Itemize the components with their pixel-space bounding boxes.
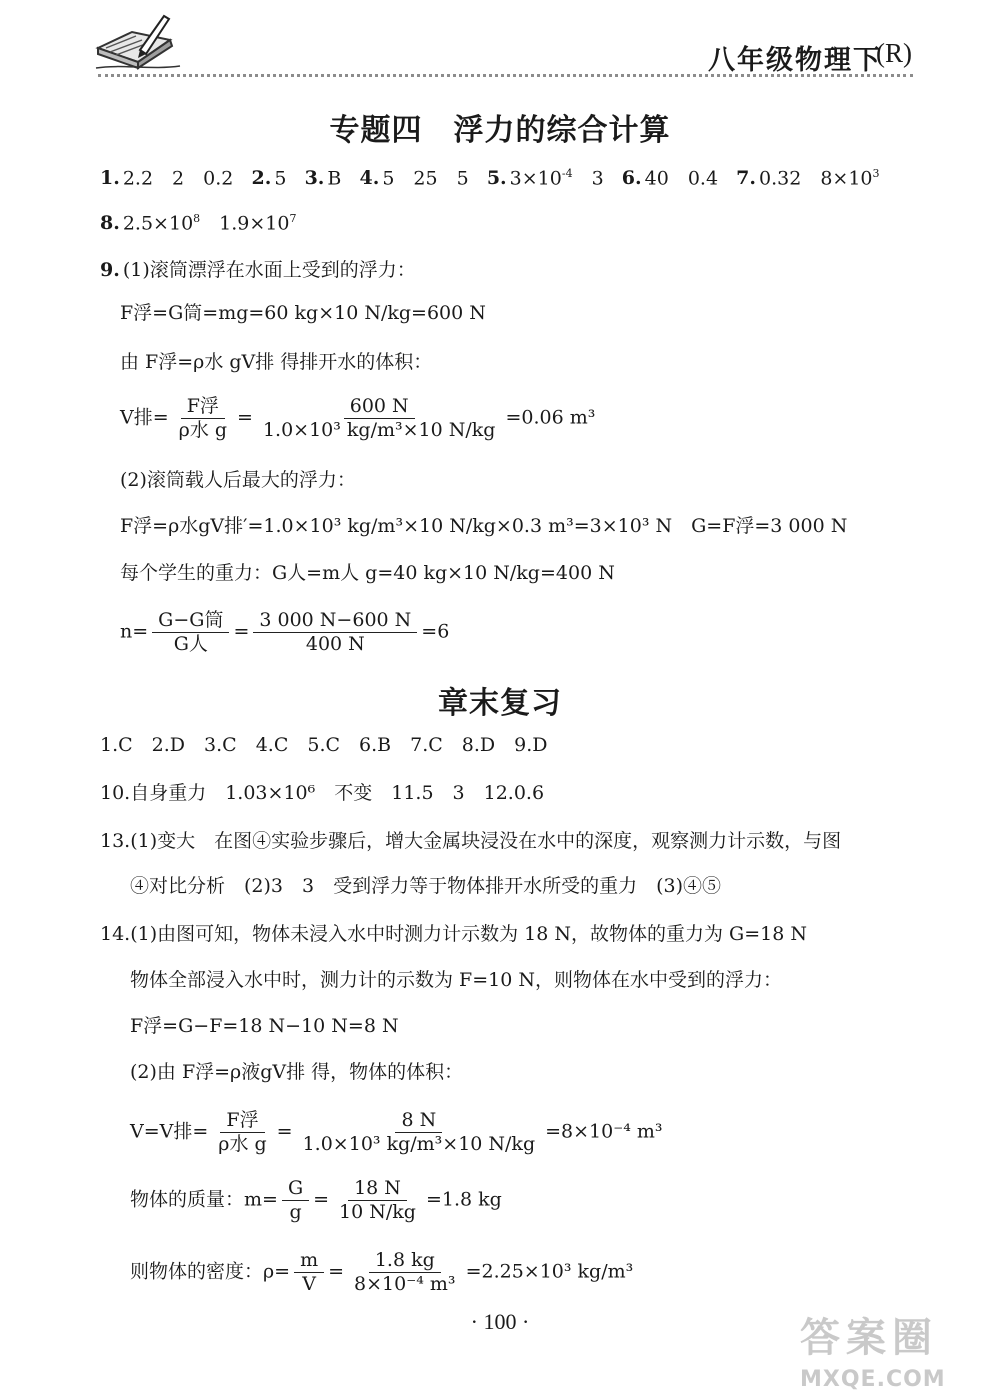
numerator: G−G筒 [152, 610, 229, 633]
fraction [333, 1178, 422, 1223]
rhs: =6 [421, 620, 450, 643]
rhs: =0.06 m³ [505, 406, 596, 429]
denominator: ρ水 g [178, 419, 228, 441]
fraction [282, 1178, 309, 1223]
rhs: =8×10⁻⁴ m³ [545, 1120, 663, 1143]
denominator: 10 N/kg [339, 1201, 416, 1223]
answer-8: 2.5×10 [122, 212, 194, 235]
numerator: F浮 [181, 396, 225, 419]
question-number: 9. [100, 259, 120, 281]
review-q14-line1: 14.(1)由图可知，物体未浸入水中时测力计示数为 18 N，故物体的重力为 G=18 N [100, 923, 807, 945]
lhs: 则物体的密度：ρ= [130, 1260, 291, 1283]
review-q13-line1: 13.(1)变大 在图④实验步骤后，增大金属块浸没在水中的深度，观察测力计示数，与图 [100, 830, 842, 852]
fraction [257, 396, 502, 441]
answer-2: 5 [274, 167, 287, 190]
exponent: 3 [872, 167, 880, 180]
numerator: 600 N [344, 396, 415, 419]
q9-part2-intro: (2)滚筒载人后最大的浮力： [120, 469, 356, 491]
answer-3: B [327, 167, 342, 190]
review-q14-line3: F浮=G−F=18 N−10 N=8 N [130, 1015, 399, 1037]
lhs: V排= [120, 406, 169, 429]
question-number: 2. [251, 167, 272, 190]
review-answers-10-12: 10.自身重力 1.03×10⁶ 不变 11.5 3 12.0.6 [100, 782, 545, 804]
question-number: 4. [359, 167, 380, 190]
answer-4: 5 25 5 [382, 167, 469, 190]
lhs: V=V排= [130, 1120, 209, 1143]
denominator: 400 N [305, 633, 365, 655]
fraction [212, 1110, 272, 1155]
review-q13-line2: ④对比分析 (2)3 3 受到浮力等于物体排开水所受的重力 (3)④⑤ [130, 875, 722, 897]
denominator: 1.0×10³ kg/m³×10 N/kg [302, 1133, 536, 1155]
answer-6: 40 0.4 [644, 167, 719, 190]
review-answers-1-9: 1.C 2.D 3.C 4.C 5.C 6.B 7.C 8.D 9.D [100, 734, 548, 756]
answer-line-8 [100, 207, 297, 235]
numerator: 18 N [348, 1178, 407, 1201]
q9-intro [100, 258, 416, 282]
review-q14-density-equation: 则物体的密度：ρ= $\frac{m}{V}$ = $\frac{1.8 kg}{\text{8×10⁻⁴ m³}}$ =2.25×10³ kg/m³ [130, 1249, 634, 1295]
rhs: =2.25×10³ kg/m³ [465, 1260, 634, 1283]
book-title: 八年级物理下 [708, 45, 882, 76]
denominator: G人 [173, 633, 208, 655]
question-number: 8. [100, 212, 120, 235]
denominator: V [302, 1273, 316, 1295]
site-watermark [800, 1315, 946, 1400]
q9-equation-volume: V排= $\frac{\text{F浮}}{\text{ρ水 g}}$ = $\frac{600 N}{\text{1.0×10³ kg/m³×10 N/kg}}$ =0.06 m³ [120, 395, 596, 441]
fraction [348, 1250, 462, 1295]
answer-1: 2.2 2 0.2 [122, 167, 234, 190]
answer-5-rest: 3 [572, 167, 604, 190]
answer-7: 0.32 8×10 [759, 167, 873, 190]
q9-equation-max-buoyancy: F浮=ρ水gV排′=1.0×10³ kg/m³×10 N/kg×0.3 m³=3×10³ N G=F浮=3 000 N [120, 515, 848, 537]
question-number: 5. [486, 167, 507, 190]
watermark-logo-text: 答案圈 [800, 1315, 938, 1361]
answer-8-rest: 1.9×10 [200, 212, 290, 235]
review-q14-line2: 物体全部浸入水中时，测力计的示数为 F=10 N，则物体在水中受到的浮力： [130, 969, 782, 991]
q9-equation-student-count: n= $\frac{\text{G−G筒}}{\text{G人}}$ = $\frac{3 000 N-600 N}{400 N}$ =6 [120, 609, 450, 655]
edition-label: (R) [876, 38, 912, 68]
q9-part1-text: (1)滚筒漂浮在水面上受到的浮力： [122, 259, 416, 281]
fraction [253, 610, 417, 655]
exponent: -4 [561, 167, 573, 180]
lhs: 物体的质量：m= [130, 1188, 278, 1211]
numerator: 1.8 kg [369, 1250, 441, 1273]
fraction [294, 1250, 324, 1295]
answer-line-1-7 [100, 162, 880, 190]
fraction [297, 1110, 542, 1155]
denominator: 1.0×10³ kg/m³×10 N/kg [262, 419, 496, 441]
section-title-chapter-review: 章末复习 [438, 686, 562, 721]
q9-equation-volume-intro: 由 F浮=ρ水 gV排 得排开水的体积： [120, 351, 433, 373]
lhs: n= [120, 620, 149, 643]
denominator: 8×10⁻⁴ m³ [354, 1273, 456, 1295]
numerator: 8 N [395, 1110, 442, 1133]
question-number: 3. [304, 167, 325, 190]
exponent: 7 [289, 212, 297, 225]
answer-5: 3×10 [509, 167, 562, 190]
header-divider [98, 74, 913, 77]
question-number: 6. [621, 167, 642, 190]
rhs: =1.8 kg [425, 1188, 502, 1211]
review-q14-volume-equation: V=V排= $\frac{\text{F浮}}{\text{ρ水 g}}$ = $\frac{8 N}{\text{1.0×10³ kg/m³×10 N/kg}}$ =8×10⁻⁴ m³ [130, 1109, 663, 1155]
numerator: 3 000 N−600 N [253, 610, 417, 633]
page-number: · 100 · [470, 1309, 530, 1334]
denominator: g [289, 1201, 302, 1223]
fraction [173, 396, 233, 441]
review-q14-line4: (2)由 F浮=ρ液gV排 得，物体的体积： [130, 1061, 464, 1083]
q9-equation-student-weight: 每个学生的重力：G人=m人 g=40 kg×10 N/kg=400 N [120, 562, 615, 584]
watermark-url: MXQE.COM [800, 1367, 946, 1392]
question-number: 7. [736, 167, 757, 190]
numerator: G [282, 1178, 309, 1201]
pencil-book-logo-icon [92, 10, 182, 72]
denominator: ρ水 g [218, 1133, 267, 1155]
numerator: F浮 [220, 1110, 264, 1133]
fraction [152, 610, 229, 655]
section-title-topic-four: 专题四 浮力的综合计算 [329, 113, 671, 148]
exponent: 8 [193, 212, 201, 225]
review-q14-mass-equation: 物体的质量：m= $\frac{G}{g}$ = $\frac{18 N}{10 N/kg}$ =1.8 kg [130, 1177, 502, 1223]
numerator: m [294, 1250, 324, 1273]
q9-equation-buoyancy: F浮=G筒=mg=60 kg×10 N/kg=600 N [120, 302, 486, 324]
question-number: 1. [100, 167, 120, 190]
